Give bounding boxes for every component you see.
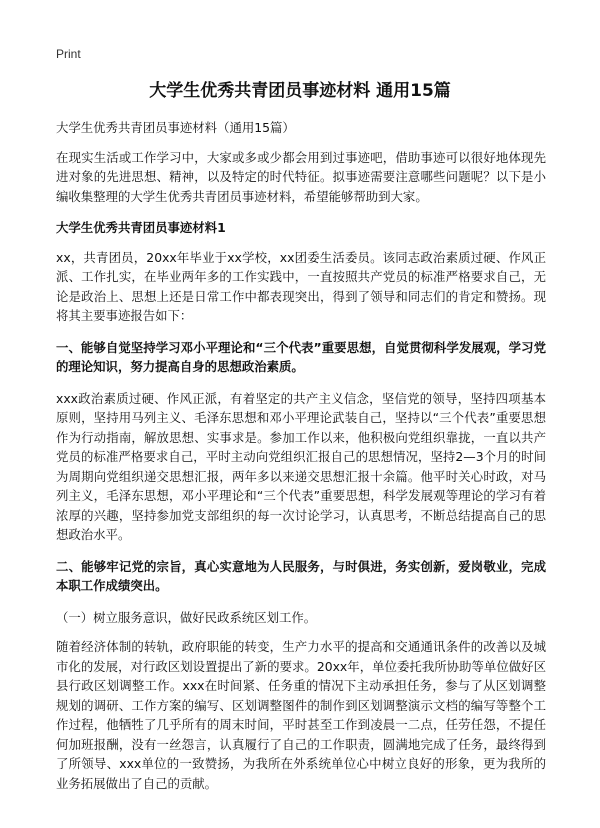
section-intro-paragraph: xx，共青团员，20xx年毕业于xx学校，xx团委生活委员。该同志政治素质过硬、作风正派、工作扎实，在毕业两年多的工作实践中，一直按照共产党员的标准严格要求自己，无论是政治上、思想上还是日常工作中都表现突出，得到了领导和同志们的肯定和赞扬。现将其主要事迹报告如下： xyxy=(56,249,546,323)
point2-subheading: （一）树立服务意识，做好民政系统区划工作。 xyxy=(56,609,317,625)
document-title: 大学生优秀共青团员事迹材料 通用15篇 xyxy=(149,81,451,101)
section-heading: 大学生优秀共青团员事迹材料1 xyxy=(56,220,226,235)
intro-paragraph: 在现实生活或工作学习中，大家或多或少都会用到过事迹吧，借助事迹可以很好地体现先进对象的先进思想、精神，以及特定的时代特征。拟事迹需要注意哪些问题呢？以下是小编收集整理的大学生优秀共青团员事迹材料，希望能够帮助到大家。 xyxy=(56,149,546,204)
point2-heading: 二、能够牢记党的宗旨，真心实意地为人民服务，与时俱进，务实创新，爱岗敬业，完成本职工作成绩突出。 xyxy=(56,558,546,593)
point2-sub1-body: 随着经济体制的转轨，政府职能的转变，生产力水平的提高和交通通讯条件的改善以及城市化的发展，对行政区划设置提出了新的要求。20xx年，单位委托我所协助等单位做好区县行政区划调整工作。xxx在时间紧、任务重的情况下主动承担任务，参与了从区划调整规划的调研、工作方案的编写、区划调整图件的制作到区划调整演示文档的编写等整个工作过程，他牺牲了几乎所有的周末时间，平时甚至工作到凌晨一二点，任劳任怨，不提任何加班报酬，没有一丝怨言，认真履行了自己的工作职责，圆满地完成了任务，最终得到了所领导、xxx单位的一致赞扬，为我所在外系统单位心中树立良好的形象，更为我所的业务拓展做出了自己的贡献。 xyxy=(56,639,546,791)
document-body xyxy=(56,118,546,805)
point1-heading: 一、能够自觉坚持学习邓小平理论和“三个代表”重要思想，自觉贯彻科学发展观，学习党的理论知识，努力提高自身的思想政治素质。 xyxy=(56,339,546,374)
point1-body: xxx政治素质过硬、作风正派，有着坚定的共产主义信念，坚信党的领导，坚持四项基本原则，坚持用马列主义、毛泽东思想和邓小平理论武装自己，坚持以“三个代表”重要思想作为行动指南，解放思想、实事求是。参加工作以来，他积极向党组织靠拢，一直以共产党员的标准严格要求自己，平时主动向党组织汇报自己的思想情况，坚持2—3个月的时间为周期向党组织递交思想汇报，两年多以来递交思想汇报十余篇。他平时关心时政，对马列主义，毛泽东思想，邓小平理论和“三个代表”重要思想，科学发展观等理论的学习有着浓厚的兴趣，坚持参加党支部组织的每一次讨论学习，认真思考，不断总结提高自己的思想政治水平。 xyxy=(56,390,546,542)
document-subtitle: 大学生优秀共青团员事迹材料（通用15篇） xyxy=(56,120,295,135)
print-label: Print xyxy=(56,47,81,61)
